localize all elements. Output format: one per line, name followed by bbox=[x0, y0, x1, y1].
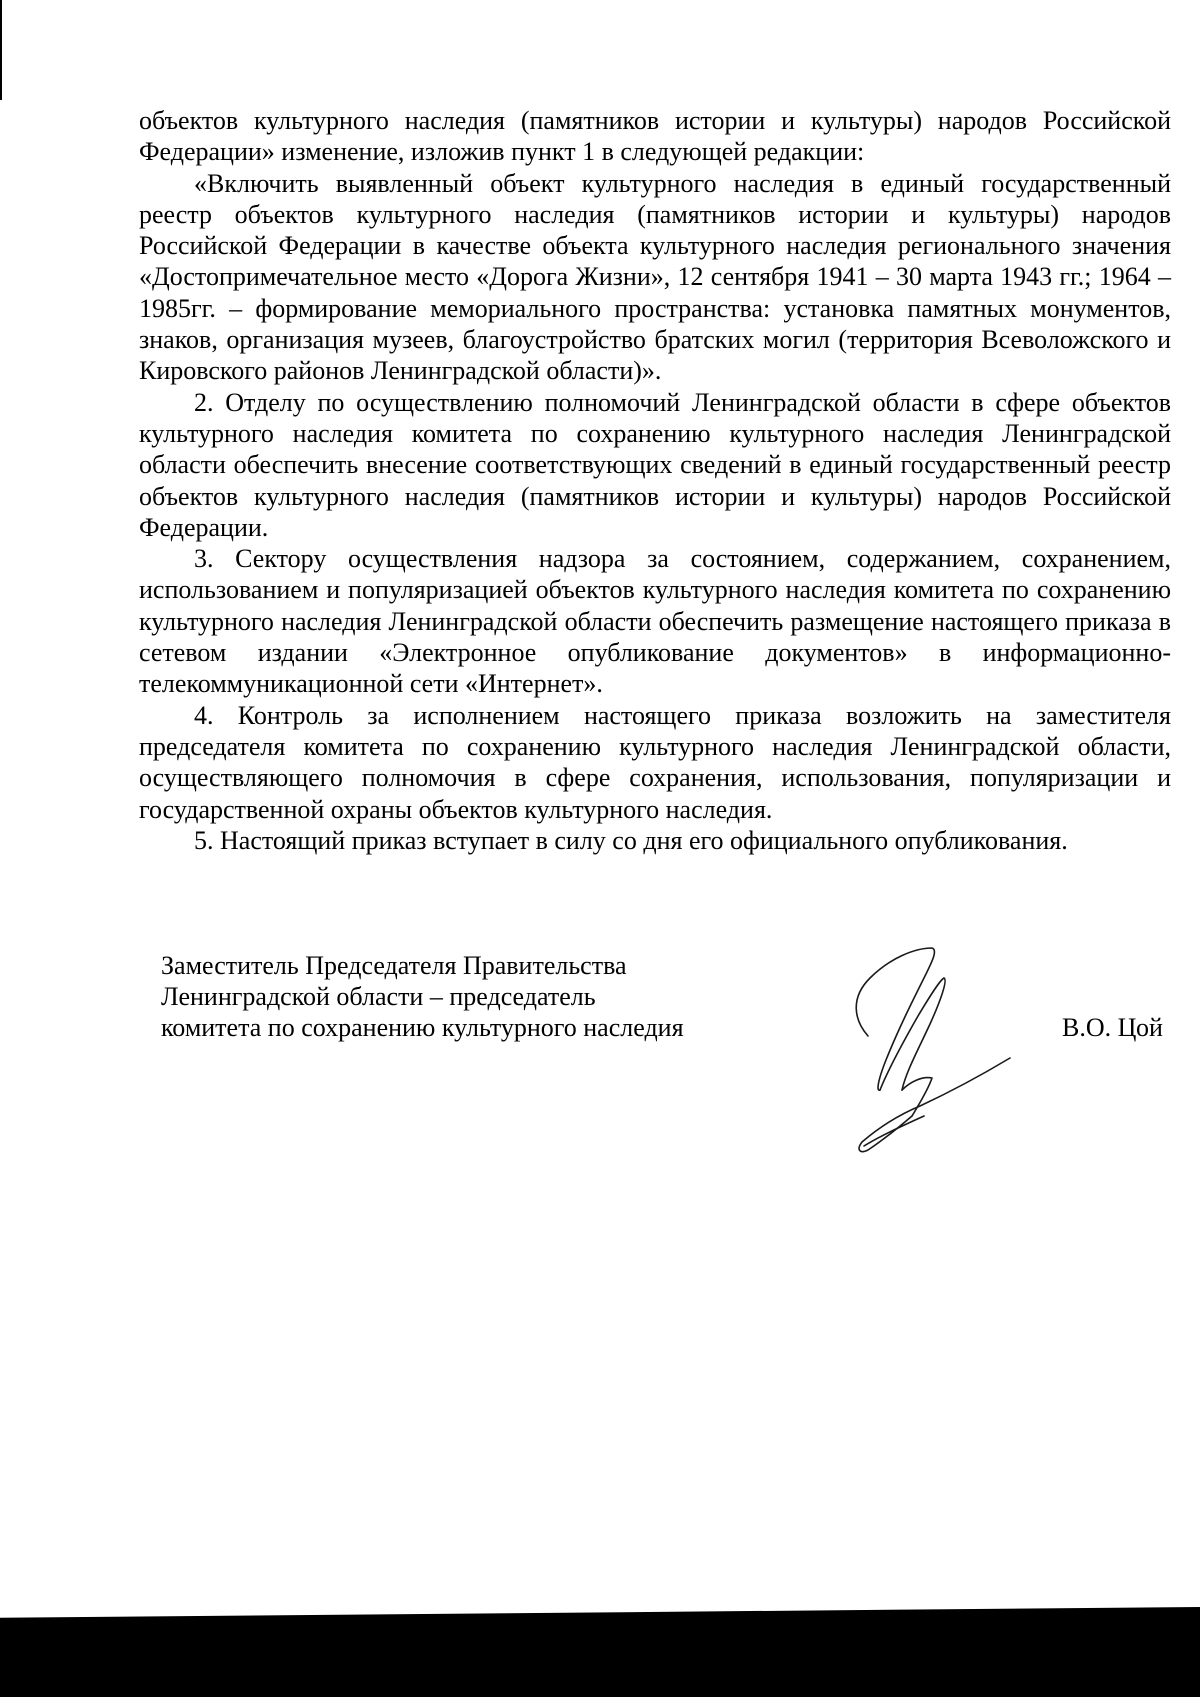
signer-position-line: Ленинградской области – председатель bbox=[161, 982, 596, 1011]
signer-position bbox=[161, 950, 684, 1043]
paragraph-item-2: 2. Отделу по осуществлению полномочий Ленинградской области в сфере объектов культурного наследия комитета по сохранению культурного наследия Ленинградской области обеспечить внесение соответствующих сведений в единый государственный реестр объектов культурного наследия (памятников истории и культуры) народов Российской Федерации. bbox=[139, 387, 1171, 542]
scan-edge-left bbox=[0, 0, 2, 100]
signer-name: В.О. Цой bbox=[1062, 1013, 1163, 1042]
paragraph-quoted-item-1: «Включить выявленный объект культурного наследия в единый государственный реестр объектов культурного наследия (памятников истории и культуры) народов Российской Федерации в качестве объекта культурного наследия регионального значения «Достопримечательное место «Дорога Жизни», 12 сентября 1941 – 30 марта 1943 гг.; 1964 – 1985гг. – формирование мемориального пространства: установка памятных монументов, знаков, организация музеев, благоустройство братских могил (территория Всеволожского и Кировского районов Ленинградской области)». bbox=[139, 168, 1171, 386]
paragraph-item-4: 4. Контроль за исполнением настоящего приказа возложить на заместителя председателя комитета по сохранению культурного наследия Ленинградской области, осуществляющего полномочия в сфере сохранения, использования, популяризации и государственной охраны объектов культурного наследия. bbox=[139, 700, 1171, 824]
handwritten-signature bbox=[840, 940, 1030, 1155]
document-body bbox=[139, 105, 1171, 856]
paragraph-item-3: 3. Сектору осуществления надзора за состоянием, содержанием, сохранением, использованием и популяризацией объектов культурного наследия комитета по сохранению культурного наследия Ленинградской области обеспечить размещение настоящего приказа в сетевом издании «Электронное опубликование документов» в информационно-телекоммуникационной сети «Интернет». bbox=[139, 544, 1171, 699]
signer-position-line: Заместитель Председателя Правительства bbox=[161, 951, 627, 980]
paragraph-continuation: объектов культурного наследия (памятников истории и культуры) народов Российской Федерации» изменение, изложив пункт 1 в следующей редакции: bbox=[139, 106, 1171, 167]
paragraph-item-5: 5. Настоящий приказ вступает в силу со дня его официального опубликования. bbox=[194, 825, 1068, 855]
scan-bottom-border bbox=[0, 1607, 1200, 1697]
signer-position-line: комитета по сохранению культурного наследия bbox=[161, 1013, 684, 1042]
